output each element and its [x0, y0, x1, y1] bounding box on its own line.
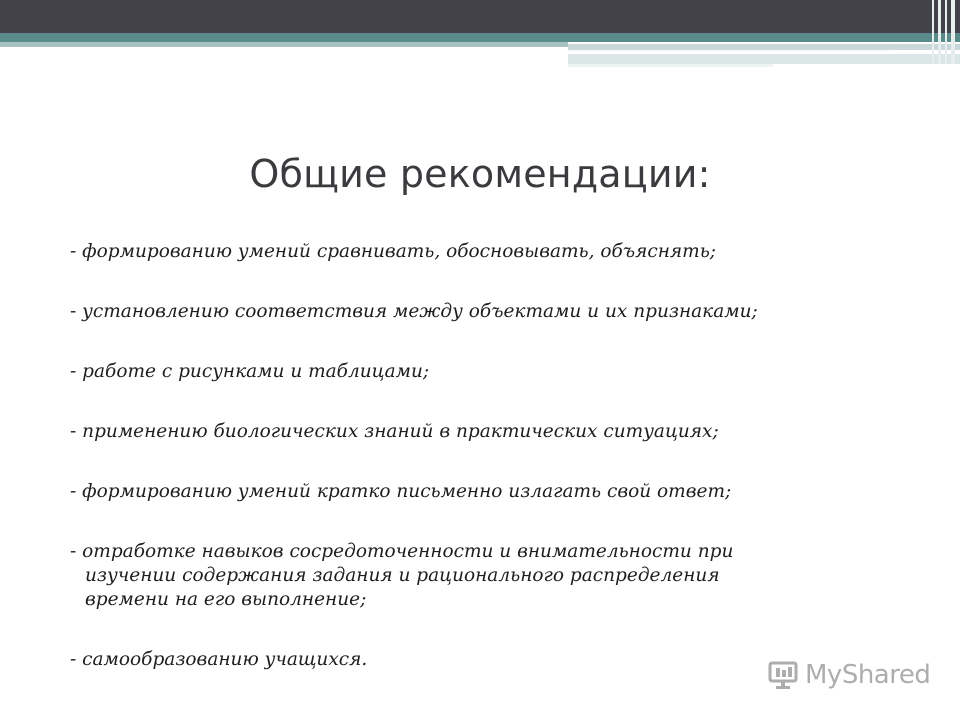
- list-item: [70, 420, 890, 444]
- list-item-text: самообразованию учащихся.: [82, 649, 368, 670]
- header-band-teal: [0, 33, 960, 42]
- presentation-screen-icon: [767, 659, 799, 691]
- bullet-dash: -: [70, 241, 77, 262]
- list-item-text: формированию умений сравнивать, обосновывать, объяснять;: [82, 241, 717, 262]
- header-band-dark: [0, 0, 960, 33]
- list-item: [70, 480, 890, 504]
- header-vertical-stripes: [930, 0, 960, 64]
- bullet-dash: -: [70, 481, 77, 502]
- list-item: [70, 540, 890, 612]
- header-accent-line: [568, 50, 890, 52]
- list-item-text: установлению соответствия между объектами и их признаками;: [82, 301, 758, 322]
- bullet-dash: -: [70, 649, 77, 670]
- bullet-dash: -: [70, 301, 77, 322]
- bullet-dash: -: [70, 421, 77, 442]
- bullet-dash: -: [70, 361, 77, 382]
- header-accent-strip-lower: [568, 54, 960, 64]
- list-item-text: работе с рисунками и таблицами;: [82, 361, 430, 382]
- bullet-dash: -: [70, 541, 77, 562]
- list-item-text: применению биологических знаний в практических ситуациях;: [82, 421, 719, 442]
- list-item: [70, 240, 890, 264]
- list-item: [70, 300, 890, 324]
- slide-title: Общие рекомендации:: [249, 152, 711, 196]
- header-accent-strip-bottom: [568, 64, 773, 67]
- watermark-text: MyShared: [805, 660, 931, 690]
- list-item: [70, 360, 890, 384]
- list-item-text: формированию умений кратко письменно излагать свой ответ;: [82, 481, 732, 502]
- recommendations-list: [70, 240, 890, 672]
- myshared-watermark: [767, 655, 930, 695]
- header-band-teal-light: [0, 42, 568, 47]
- list-item-text: отработке навыков сосредоточенности и внимательности при изучении содержания задания и рационального распределения времени на его выполнение;: [82, 541, 734, 610]
